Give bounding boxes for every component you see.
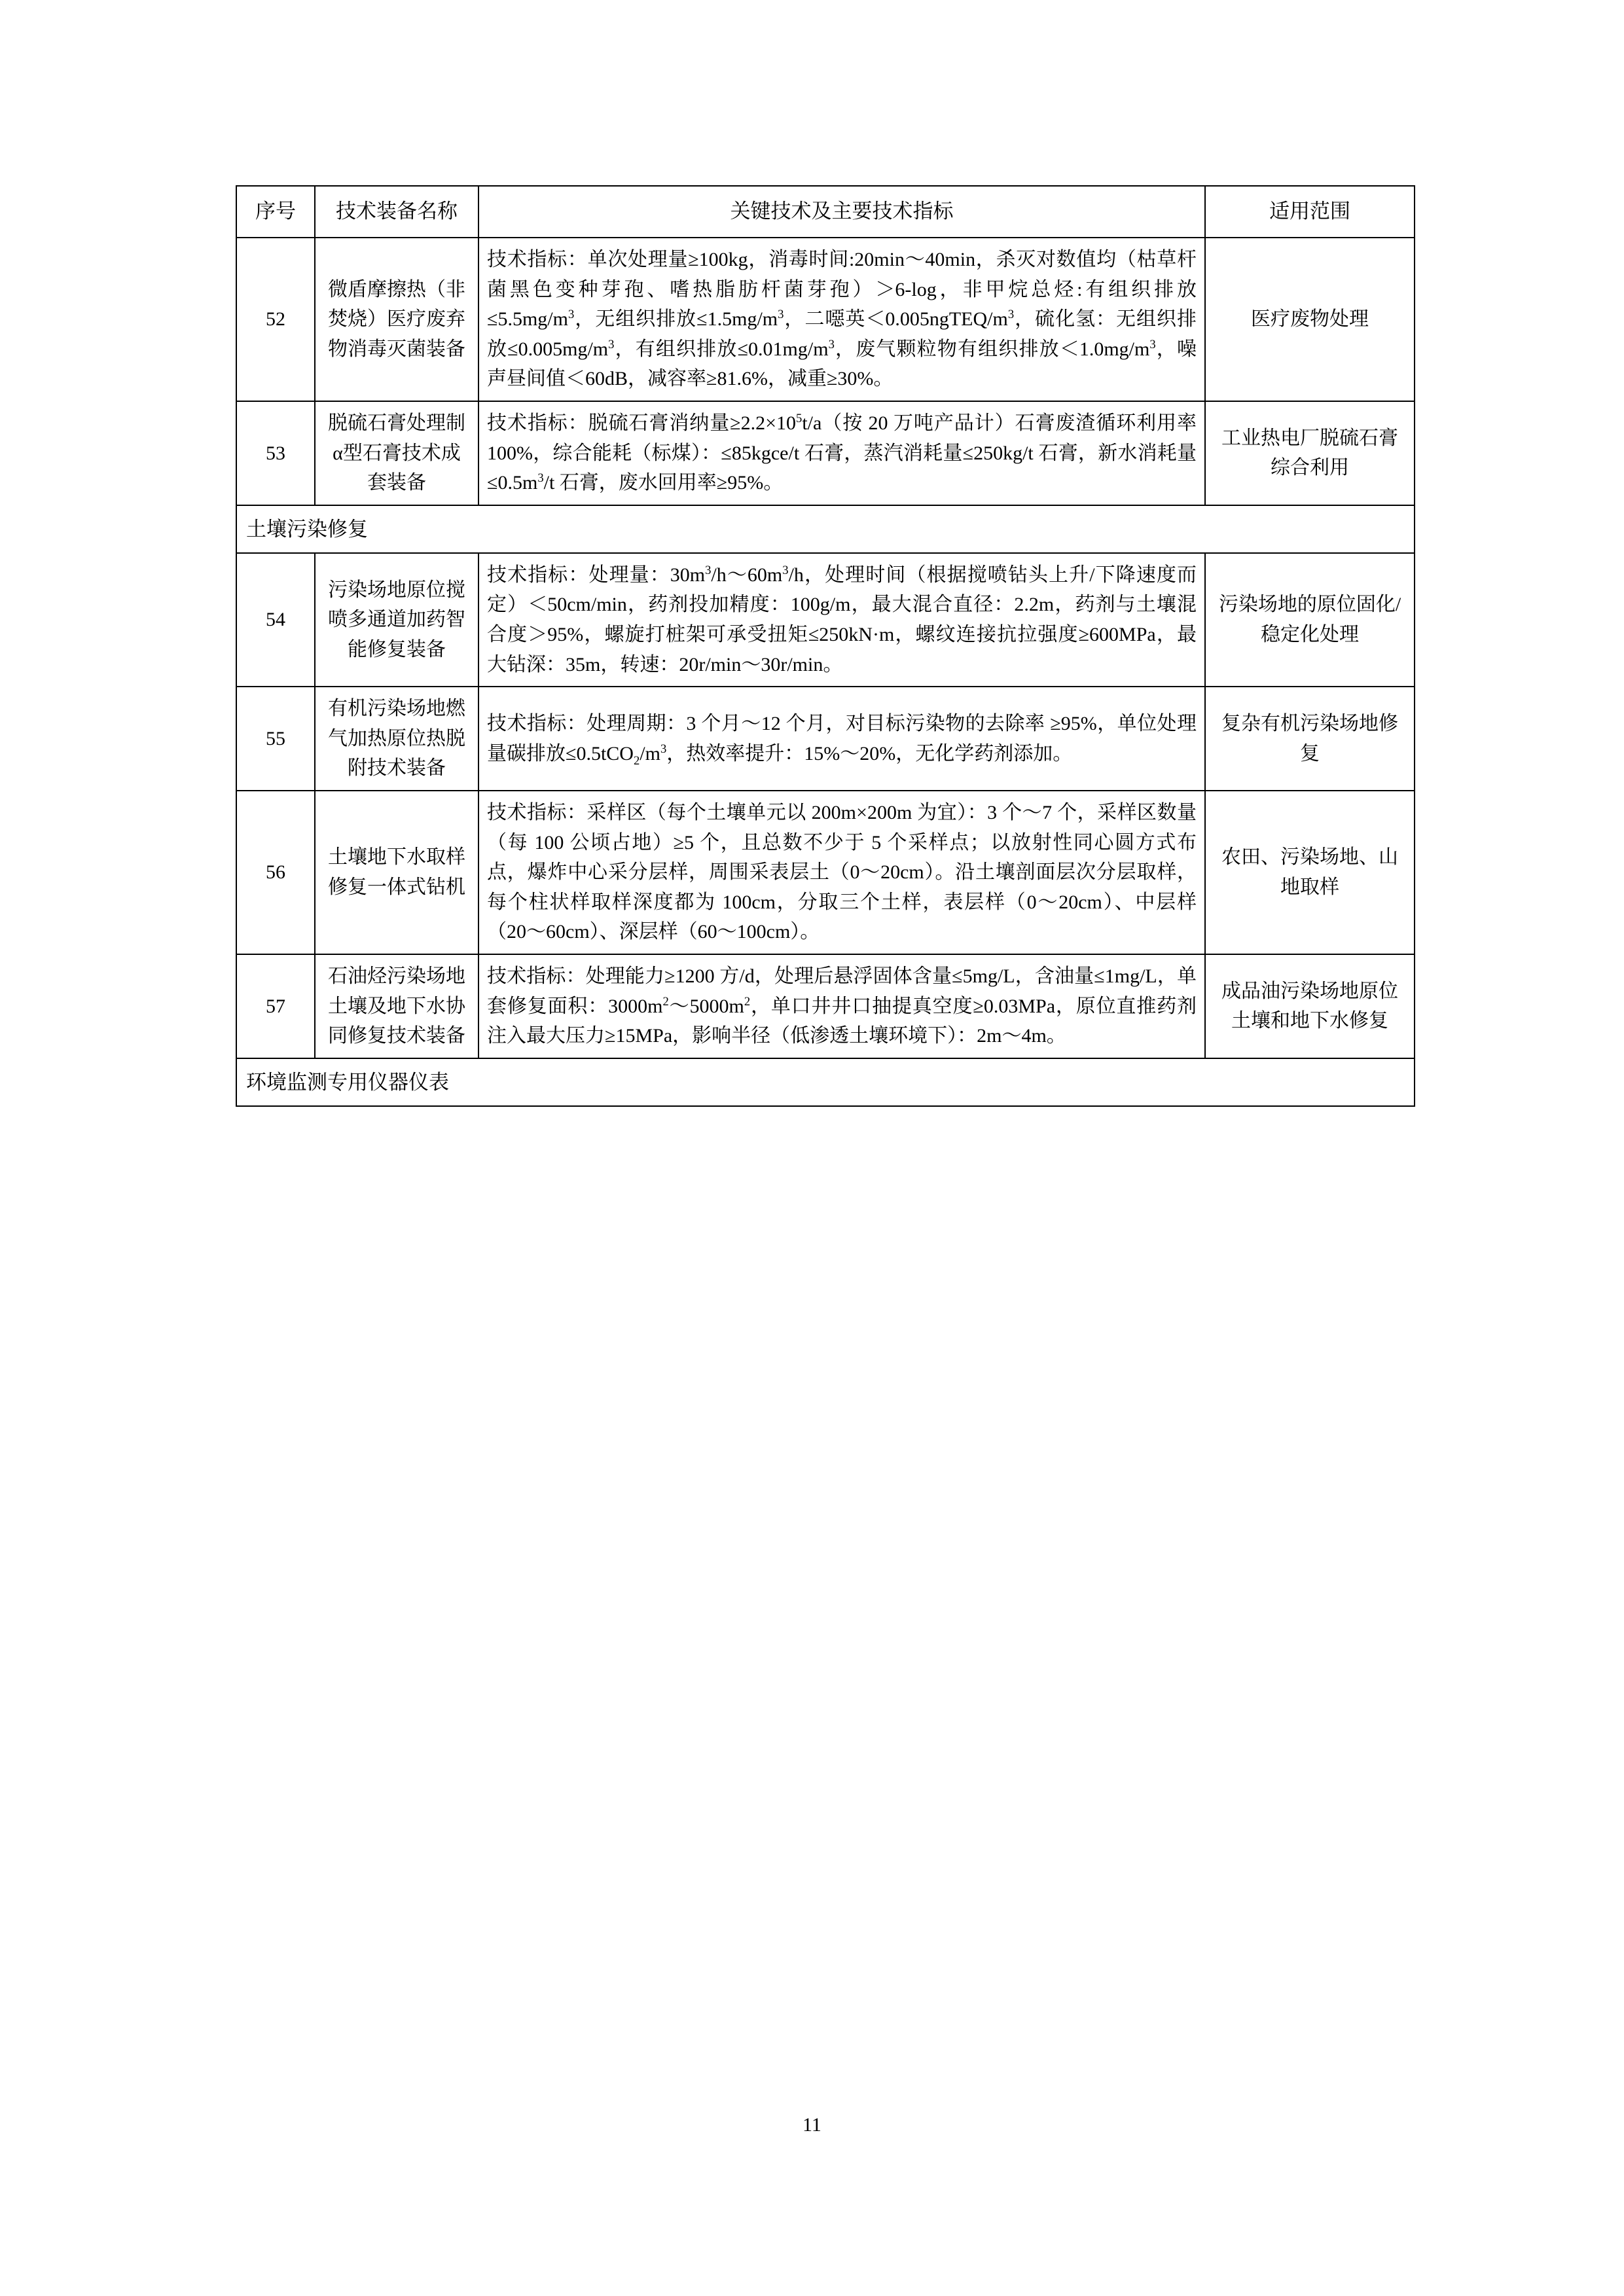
row-scope: 医疗废物处理 <box>1205 238 1415 401</box>
row-scope: 工业热电厂脱硫石膏综合利用 <box>1205 401 1415 505</box>
row-equipment-name: 石油烃污染场地土壤及地下水协同修复技术装备 <box>315 954 478 1058</box>
row-no: 54 <box>236 553 315 687</box>
section-title: 环境监测专用仪器仪表 <box>236 1058 1415 1106</box>
table-row <box>236 687 1415 791</box>
table-body <box>236 186 1415 1106</box>
table-header-row <box>236 186 1415 238</box>
row-tech-indicators: 技术指标：处理周期：3 个月～12 个月，对目标污染物的去除率 ≥95%，单位处理量碳排放$\le 0.5tCO_2/m^3$，热效率提升：15%～20%，无化学药剂添加。 <box>478 687 1205 791</box>
row-scope: 污染场地的原位固化/稳定化处理 <box>1205 553 1415 687</box>
row-no: 55 <box>236 687 315 791</box>
row-tech-indicators: 技术指标：处理能力≥1200 方/d，处理后悬浮固体含量≤5mg/L，含油量≤1mg/L，单套修复面积：$3000m^2\sim 5000m^2$，单口井井口抽提真空度≥0.03MPa，原位直推药剂注入最大压力≥15MPa，影响半径（低渗透土壤环境下）：2m～4m。 <box>478 954 1205 1058</box>
row-no: 52 <box>236 238 315 401</box>
row-tech-indicators: 技术指标：脱硫石膏消纳量$\ge 2.2\times 10^5t/a$（按 20 万吨产品计）石膏废渣循环利用率 100%，综合能耗（标煤）：≤85kgce/t 石膏，蒸汽消耗量≤250kg/t 石膏，新水消耗量$\le 0.5m^3/t$ 石膏，废水回用率≥95%。 <box>478 401 1205 505</box>
table-row <box>236 954 1415 1058</box>
row-no: 57 <box>236 954 315 1058</box>
technology-equipment-table <box>236 185 1415 1107</box>
header-name: 技术装备名称 <box>315 186 478 238</box>
row-tech-indicators: 技术指标：采样区（每个土壤单元以 200m×200m 为宜）：3 个～7 个，采样区数量（每 100 公顷占地）≥5 个，且总数不少于 5 个采样点；以放射性同心圆方式布点，爆炸中心采分层样，周围采表层土（0～20cm）。沿土壤剖面层次分层取样，每个柱状样取样深度都为 100cm，分取三个土样，表层样（0～20cm）、中层样（20～60cm）、深层样（60～100cm）。 <box>478 791 1205 954</box>
row-tech-indicators: 技术指标：处理量：$30m^3/h\sim 60m^3/h$，处理时间（根据搅喷钻头上升/下降速度而定）＜50cm/min，药剂投加精度：100g/m，最大混合直径：2.2m，药剂与土壤混合度＞95%，螺旋打桩架可承受扭矩≤250kN·m，螺纹连接抗拉强度≥600MPa，最大钻深：35m，转速：20r/min～30r/min。 <box>478 553 1205 687</box>
header-scope: 适用范围 <box>1205 186 1415 238</box>
row-scope: 复杂有机污染场地修复 <box>1205 687 1415 791</box>
row-scope: 农田、污染场地、山地取样 <box>1205 791 1415 954</box>
row-no: 56 <box>236 791 315 954</box>
row-equipment-name: 土壤地下水取样修复一体式钻机 <box>315 791 478 954</box>
header-no: 序号 <box>236 186 315 238</box>
row-equipment-name: 微盾摩擦热（非焚烧）医疗废弃物消毒灭菌装备 <box>315 238 478 401</box>
section-title: 土壤污染修复 <box>236 505 1415 553</box>
table-row <box>236 238 1415 401</box>
table-row <box>236 401 1415 505</box>
table-row <box>236 791 1415 954</box>
header-tech: 关键技术及主要技术指标 <box>478 186 1205 238</box>
row-equipment-name: 脱硫石膏处理制α型石膏技术成套装备 <box>315 401 478 505</box>
section-header-row <box>236 505 1415 553</box>
row-no: 53 <box>236 401 315 505</box>
page-number: 11 <box>803 2114 821 2136</box>
row-tech-indicators: 技术指标：单次处理量≥100kg，消毒时间:20min～40min，杀灭对数值均（枯草杆菌黑色变种芽孢、嗜热脂肪杆菌芽孢）＞6-log，非甲烷总烃:有组织排放$\le 5.5mg/m^3$，无组织排放$\le 1.5mg/m^3$，二噁英$<0.005ngTEQ/m^3$，硫化氢：无组织排放$\le 0.005mg/m^3$，有组织排放$\le 0.01mg/m^3$，废气颗粒物有组织排放$<1.0mg/m^3$，噪声昼间值＜60dB，减容率≥81.6%，减重≥30%。 <box>478 238 1205 401</box>
section-header-row <box>236 1058 1415 1106</box>
row-equipment-name: 有机污染场地燃气加热原位热脱附技术装备 <box>315 687 478 791</box>
row-equipment-name: 污染场地原位搅喷多通道加药智能修复装备 <box>315 553 478 687</box>
table-row <box>236 553 1415 687</box>
row-scope: 成品油污染场地原位土壤和地下水修复 <box>1205 954 1415 1058</box>
